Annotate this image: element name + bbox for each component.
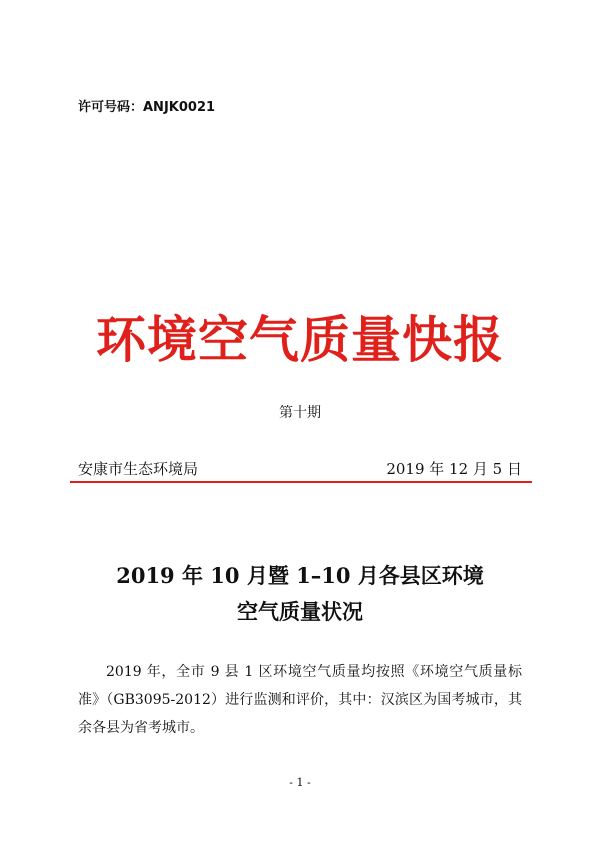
page-number: - 1 -: [289, 776, 311, 789]
headline-line-1: 2019 年 10 月暨 1–10 月各县区环境: [116, 563, 484, 588]
publish-date: 2019 年 12 月 5 日: [386, 460, 522, 478]
masthead-title: 环境空气质量快报: [96, 310, 504, 369]
headline-line-2: 空气质量状况: [237, 599, 363, 624]
publisher-row: [78, 458, 522, 479]
license-number: 许可号码：ANJK0021: [78, 100, 216, 115]
issue-number: 第十期: [279, 405, 321, 421]
article-headline: [0, 558, 600, 630]
body-paragraph: 2019 年，全市 9 县 1 区环境空气质量均按照《环境空气质量标准》（GB3095-2012）进行监测和评价，其中：汉滨区为国考城市，其余各县为省考城市。: [78, 664, 522, 736]
publisher-name: 安康市生态环境局: [78, 460, 199, 478]
red-divider: [70, 481, 532, 483]
